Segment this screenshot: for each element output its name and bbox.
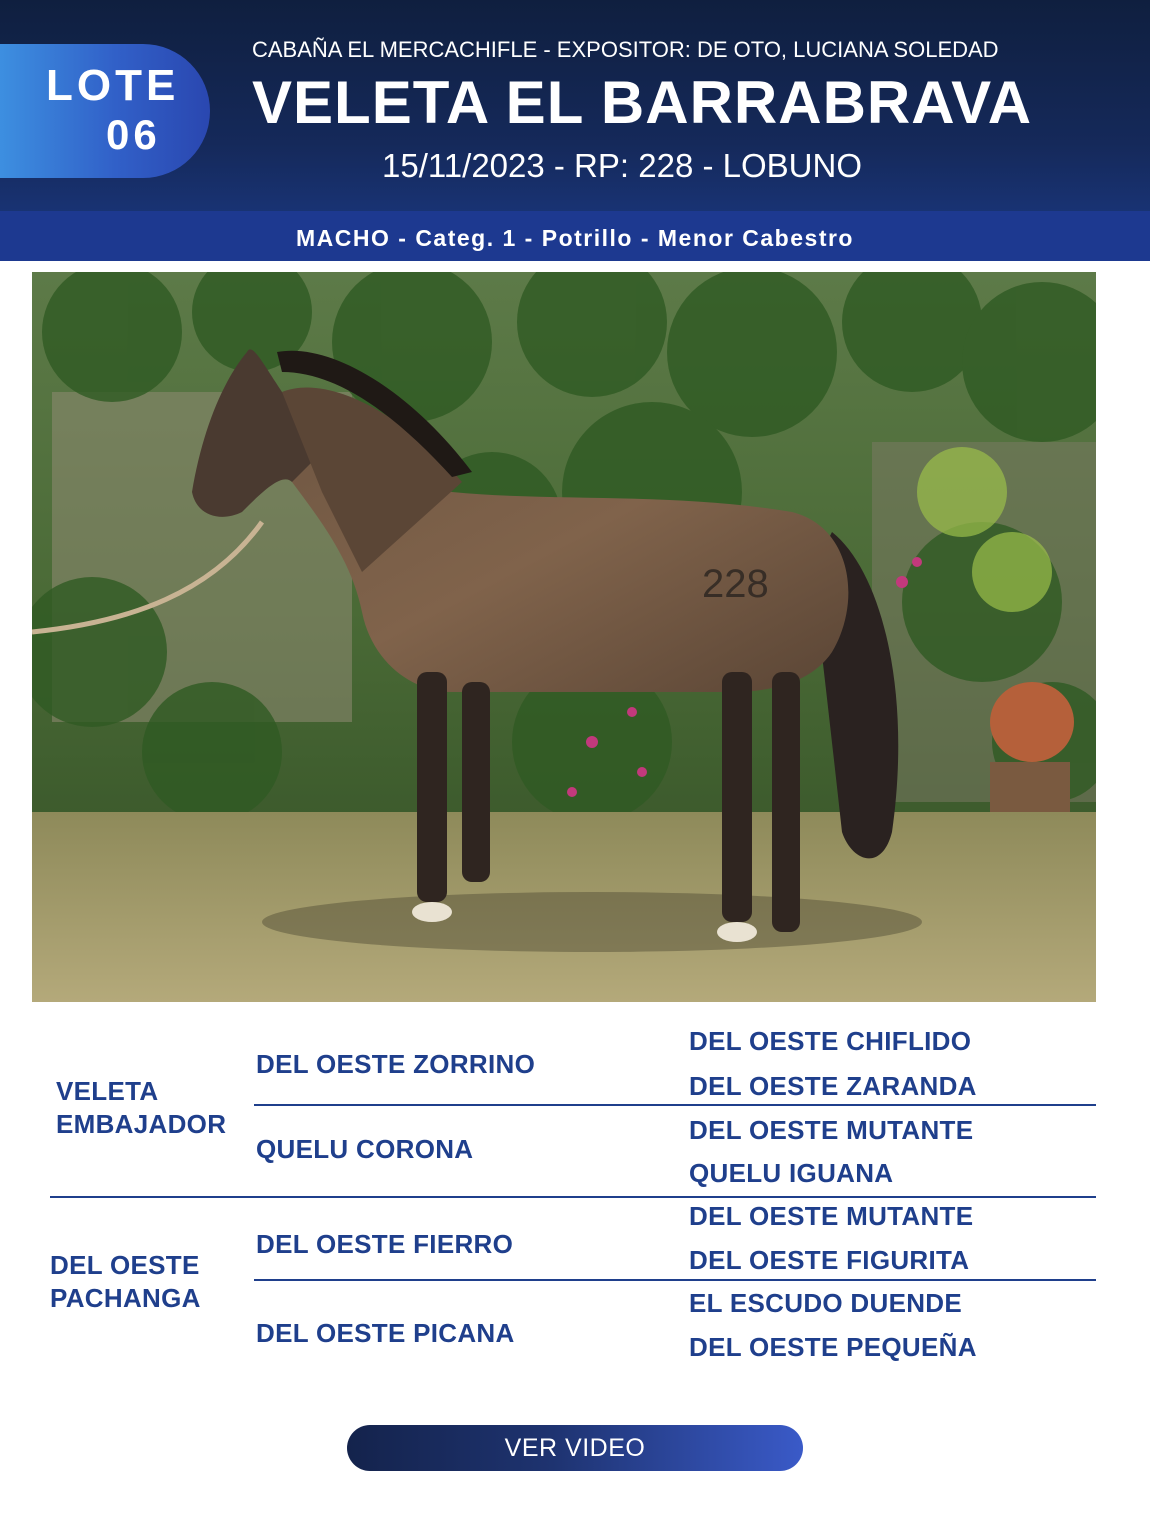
category-label: MACHO - Categ. 1 - Potrillo - Menor Cabestro xyxy=(296,225,854,251)
pedigree-divider xyxy=(50,1196,1096,1198)
dam-dam-name: DEL OESTE PICANA xyxy=(256,1318,515,1348)
dam-name-line1: DEL OESTE xyxy=(50,1250,200,1280)
breeder-exhibitor: CABAÑA EL MERCACHIFLE - EXPOSITOR: DE OTO, LUCIANA SOLEDAD xyxy=(252,37,999,62)
sire-name-line2: EMBAJADOR xyxy=(56,1109,227,1139)
great-grandparent: DEL OESTE MUTANTE xyxy=(689,1115,974,1145)
horse-photo-illustration xyxy=(32,272,1096,1002)
brand-mark: 228 xyxy=(702,562,769,606)
dam-sire-name: DEL OESTE FIERRO xyxy=(256,1229,514,1259)
great-grandparent: DEL OESTE ZARANDA xyxy=(689,1071,977,1101)
sire-name-line1: VELETA xyxy=(56,1076,159,1106)
lote-number: 06 xyxy=(106,111,161,158)
great-grandparent: DEL OESTE PEQUEÑA xyxy=(689,1332,977,1362)
sire-sire-name: DEL OESTE ZORRINO xyxy=(256,1049,536,1079)
horse-name: VELETA EL BARRABRAVA xyxy=(252,69,1033,136)
great-grandparent: DEL OESTE FIGURITA xyxy=(689,1245,970,1275)
horse-details: 15/11/2023 - RP: 228 - LOBUNO xyxy=(382,147,862,184)
great-grandparent: DEL OESTE CHIFLIDO xyxy=(689,1026,972,1056)
great-grandparent: EL ESCUDO DUENDE xyxy=(689,1288,963,1318)
great-grandparent: DEL OESTE MUTANTE xyxy=(689,1201,974,1231)
sire-dam-name: QUELU CORONA xyxy=(256,1134,474,1164)
pedigree-divider xyxy=(254,1279,1096,1281)
horse-photo xyxy=(32,272,1096,1002)
great-grandparent: QUELU IGUANA xyxy=(689,1158,894,1188)
pedigree-divider xyxy=(254,1104,1096,1106)
lote-label: LOTE xyxy=(46,61,180,110)
ver-video-button[interactable]: VER VIDEO xyxy=(347,1425,803,1471)
dam-name-line2: PACHANGA xyxy=(50,1283,201,1313)
